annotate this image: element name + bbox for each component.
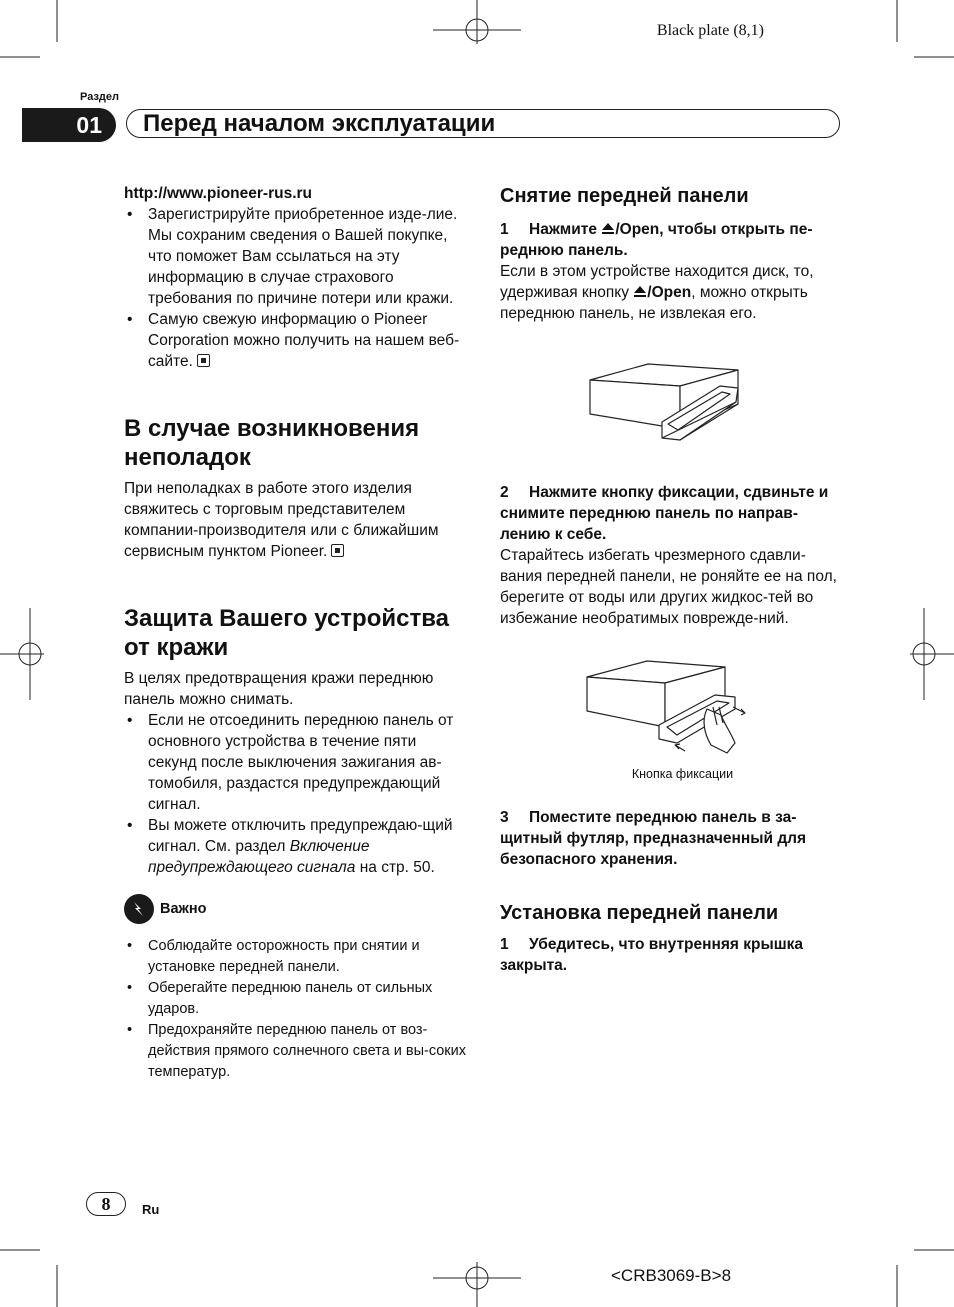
theft-intro: В целях предотвращения кражи переднюю панель можно снимать.	[124, 670, 434, 708]
list-item: • Соблюдайте осторожность при снятии и установке передней панели.	[124, 936, 469, 978]
step-text: Нажмите	[529, 221, 602, 238]
eject-icon	[601, 222, 615, 235]
website-link[interactable]: http://www.pioneer-rus.ru	[124, 185, 313, 202]
plate-label: Black plate (8,1)	[656, 22, 764, 39]
theft-heading-line1: Защита Вашего устройства	[124, 605, 450, 632]
step-text: Поместите переднюю панель в за-щитный футляр, предназначенный для безопасного хранения.	[500, 809, 807, 868]
step-2-title	[500, 482, 845, 545]
important-icon	[124, 894, 154, 924]
trouble-heading-line1: В случае возникновения	[124, 415, 420, 442]
register-list	[124, 204, 469, 372]
document-code: <CRB3069-B>8	[611, 1266, 732, 1285]
panel-removal-illustration	[585, 649, 760, 764]
theft-heading-line2: от кражи	[124, 634, 229, 661]
step-number: 2	[500, 484, 509, 501]
open-button-label: /Open	[647, 284, 692, 301]
trouble-text-body: При неполадках в работе этого изделия свяжитесь с торговым представителем компании-производителя или с ближайшим сервисным пунктом Pioneer.	[124, 480, 439, 560]
cross-reference-link: Включение предупреждающего сигнала	[148, 838, 370, 876]
step-3-title	[500, 807, 845, 870]
step-text: , можно открыть переднюю панель, не извлекая его.	[500, 284, 808, 322]
step-number: 1	[500, 936, 509, 953]
list-item	[124, 815, 469, 878]
trouble-heading-line2: неполадок	[124, 444, 251, 471]
list-item: • Если не отсоединить переднюю панель от основного устройства в течение пяти секунд после выключения зажигания ав-томобиля, раздастся предупреждающий сигнал.	[124, 710, 469, 815]
important-label: Важно	[160, 900, 207, 917]
trouble-heading	[124, 414, 469, 472]
theft-heading	[124, 604, 469, 662]
panel-open-illustration	[588, 344, 758, 446]
list-item-text: Самую свежую информацию о Pioneer Corporation можно получить на нашем веб-сайте.	[148, 311, 460, 370]
section-title: Перед началом эксплуатации	[143, 110, 496, 137]
theft-list	[124, 710, 469, 878]
language-code: Ru	[142, 1202, 160, 1217]
list-item: • Оберегайте переднюю панель от сильных ударов.	[124, 978, 469, 1020]
list-item: • Предохраняйте переднюю панель от воз-действия прямого солнечного света и вы-соких температур.	[124, 1020, 469, 1083]
step-text: Нажмите кнопку фиксации, сдвиньте и снимите переднюю панель по направ-лению к себе.	[500, 484, 829, 543]
step-number: 3	[500, 809, 509, 826]
right-column	[500, 183, 845, 976]
step-text: /Open, чтобы открыть пе-реднюю панель.	[500, 221, 813, 259]
step-1-title	[500, 219, 845, 261]
step-number: 1	[500, 221, 509, 238]
important-header	[124, 894, 469, 924]
left-column	[124, 183, 469, 1083]
section-label: Раздел	[80, 91, 119, 103]
end-mark-icon	[331, 544, 344, 557]
trouble-text	[124, 478, 469, 562]
install-step-1-title	[500, 934, 845, 976]
step-text: Убедитесь, что внутренняя крышка закрыта.	[500, 936, 804, 974]
eject-icon	[633, 285, 647, 298]
list-item-text: Зарегистрируйте приобретенное изде-лие. Мы сохраним сведения о Вашей покупке, что поможет Вам ссылаться на эту информацию в случае страхового требования по причине потери или кражи.	[148, 206, 458, 307]
remove-heading: Снятие передней панели	[500, 185, 749, 207]
step-text: Если в этом устройстве находится диск, то, удерживая кнопку	[500, 263, 814, 301]
section-number-badge: 01	[22, 108, 116, 142]
end-mark-icon	[197, 354, 210, 367]
install-heading: Установка передней панели	[500, 902, 779, 924]
page-number: 8	[86, 1192, 126, 1216]
list-item	[124, 204, 469, 309]
list-item-text: на стр. 50.	[355, 859, 435, 876]
step-2-text: Старайтесь избегать чрезмерного сдавли-вания передней панели, не роняйте ее на пол, берегите от воды или других жидкос-тей во избежание необратимых поврежде-ний.	[500, 547, 837, 627]
list-item-text: Вы можете отключить предупреждаю-щий сигнал. См. раздел	[148, 817, 453, 855]
list-item	[124, 309, 469, 372]
step-1-text	[500, 261, 845, 324]
lock-button-caption: Кнопка фиксации	[631, 767, 734, 781]
important-list	[124, 936, 469, 1083]
